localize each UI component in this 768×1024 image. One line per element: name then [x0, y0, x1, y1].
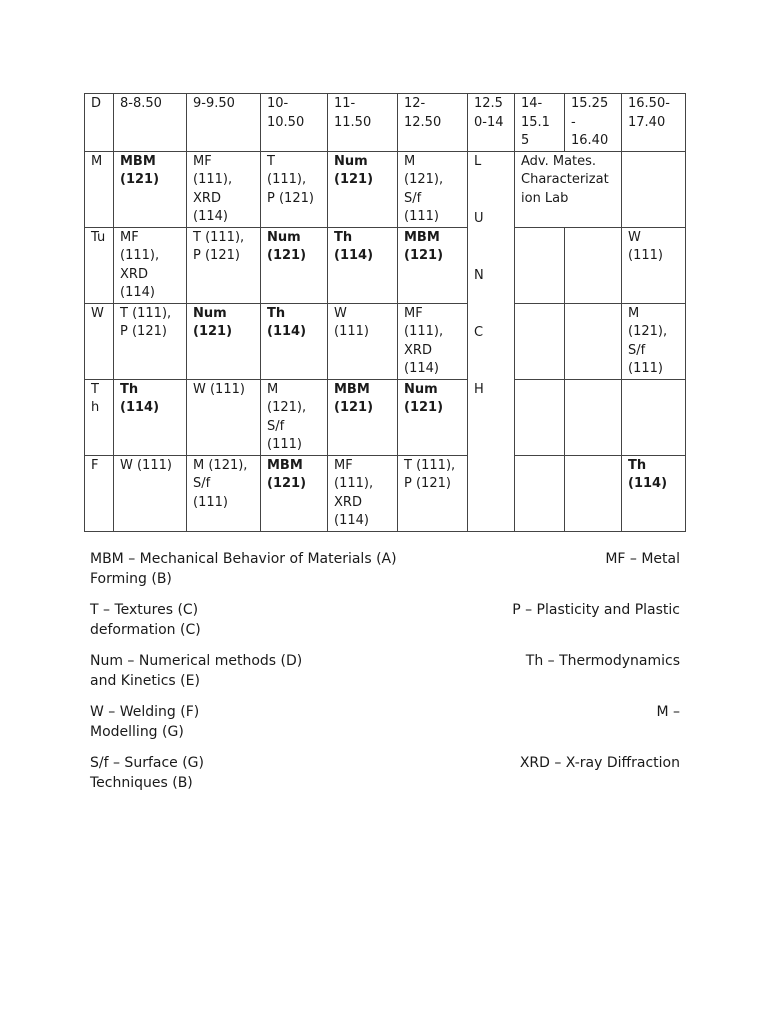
lab-cell: Adv. Mates. Characterizat ion Lab: [515, 151, 622, 227]
legend-continuation: Techniques (B): [90, 774, 193, 791]
empty-cell: [515, 303, 565, 379]
class-cell: T (111), P (121): [114, 303, 187, 379]
class-cell: M (121), S/f (111): [398, 151, 468, 227]
header-slot-lunch: 12.5 0-14: [468, 94, 515, 152]
row-monday: [85, 151, 686, 227]
lunch-cell: [468, 151, 515, 531]
class-cell: MF (111), XRD (114): [187, 151, 261, 227]
empty-cell: [565, 303, 622, 379]
class-cell: Th (114): [622, 455, 686, 531]
class-cell: W (111): [187, 379, 261, 455]
legend-left-text: Num – Numerical methods (D): [90, 653, 303, 669]
empty-cell: [565, 455, 622, 531]
legend-continuation: and Kinetics (E): [90, 672, 200, 689]
class-cell: Num (121): [261, 227, 328, 303]
header-row: [85, 94, 686, 152]
legend-continuation: Forming (B): [90, 570, 172, 587]
day-cell: M: [85, 151, 114, 227]
empty-cell: [565, 379, 622, 455]
legend-left-text: S/f – Surface (G): [90, 755, 204, 771]
class-cell: M (121), S/f (111): [261, 379, 328, 455]
legend-left-text: T – Textures (C): [90, 602, 199, 618]
class-cell: Num (121): [187, 303, 261, 379]
class-cell: W (111): [622, 227, 686, 303]
legend-continuation: deformation (C): [90, 621, 201, 638]
class-cell: MBM (121): [328, 379, 398, 455]
class-cell: [622, 151, 686, 227]
header-slot-4: 11- 11.50: [328, 94, 398, 152]
header-slot-7: 14- 15.1 5: [515, 94, 565, 152]
lunch-letter: N: [474, 267, 484, 283]
header-slot-1: 8-8.50: [114, 94, 187, 152]
timetable: [84, 93, 686, 532]
lunch-letter: U: [474, 210, 484, 226]
legend-entry: [90, 703, 680, 742]
header-slot-3: 10- 10.50: [261, 94, 328, 152]
class-cell: MBM (121): [398, 227, 468, 303]
empty-cell: [622, 379, 686, 455]
abbreviation-legend: [90, 550, 680, 805]
day-cell: F: [85, 455, 114, 531]
class-cell: MBM (121): [261, 455, 328, 531]
class-cell: Num (121): [398, 379, 468, 455]
legend-left-text: MBM – Mechanical Behavior of Materials (A): [90, 551, 397, 567]
header-slot-5: 12- 12.50: [398, 94, 468, 152]
legend-right-text: M –: [656, 704, 680, 720]
header-slot-9: 16.50- 17.40: [622, 94, 686, 152]
class-cell: W (111): [328, 303, 398, 379]
header-slot-8: 15.25 - 16.40: [565, 94, 622, 152]
lunch-letter: C: [474, 324, 484, 340]
class-cell: T (111), P (121): [261, 151, 328, 227]
class-cell: W (111): [114, 455, 187, 531]
legend-left-text: W – Welding (F): [90, 704, 200, 720]
class-cell: Th (114): [114, 379, 187, 455]
legend-entry: [90, 550, 680, 589]
class-cell: MF (111), XRD (114): [398, 303, 468, 379]
empty-cell: [515, 379, 565, 455]
day-cell: Tu: [85, 227, 114, 303]
class-cell: Th (114): [261, 303, 328, 379]
legend-entry: [90, 601, 680, 640]
header-day: D: [85, 94, 114, 152]
header-slot-2: 9-9.50: [187, 94, 261, 152]
class-cell: M (121), S/f (111): [622, 303, 686, 379]
lunch-letter: H: [474, 381, 484, 397]
class-cell: Num (121): [328, 151, 398, 227]
day-cell: W: [85, 303, 114, 379]
row-tuesday: [85, 227, 686, 303]
lunch-letter: L: [474, 153, 482, 169]
class-cell: MF (111), XRD (114): [114, 227, 187, 303]
legend-entry: [90, 754, 680, 793]
row-friday: [85, 455, 686, 531]
class-cell: MF (111), XRD (114): [328, 455, 398, 531]
day-cell: T h: [85, 379, 114, 455]
empty-cell: [515, 227, 565, 303]
row-thursday: [85, 379, 686, 455]
legend-right-text: P – Plasticity and Plastic: [512, 602, 680, 618]
class-cell: MBM (121): [114, 151, 187, 227]
empty-cell: [515, 455, 565, 531]
row-wednesday: [85, 303, 686, 379]
class-cell: T (111), P (121): [187, 227, 261, 303]
legend-right-text: XRD – X-ray Diffraction: [519, 755, 680, 771]
empty-cell: [565, 227, 622, 303]
legend-right-text: Th – Thermodynamics: [525, 653, 680, 669]
legend-entry: [90, 652, 680, 691]
legend-right-text: MF – Metal: [605, 551, 680, 567]
class-cell: Th (114): [328, 227, 398, 303]
class-cell: T (111), P (121): [398, 455, 468, 531]
class-cell: M (121), S/f (111): [187, 455, 261, 531]
legend-continuation: Modelling (G): [90, 723, 184, 740]
